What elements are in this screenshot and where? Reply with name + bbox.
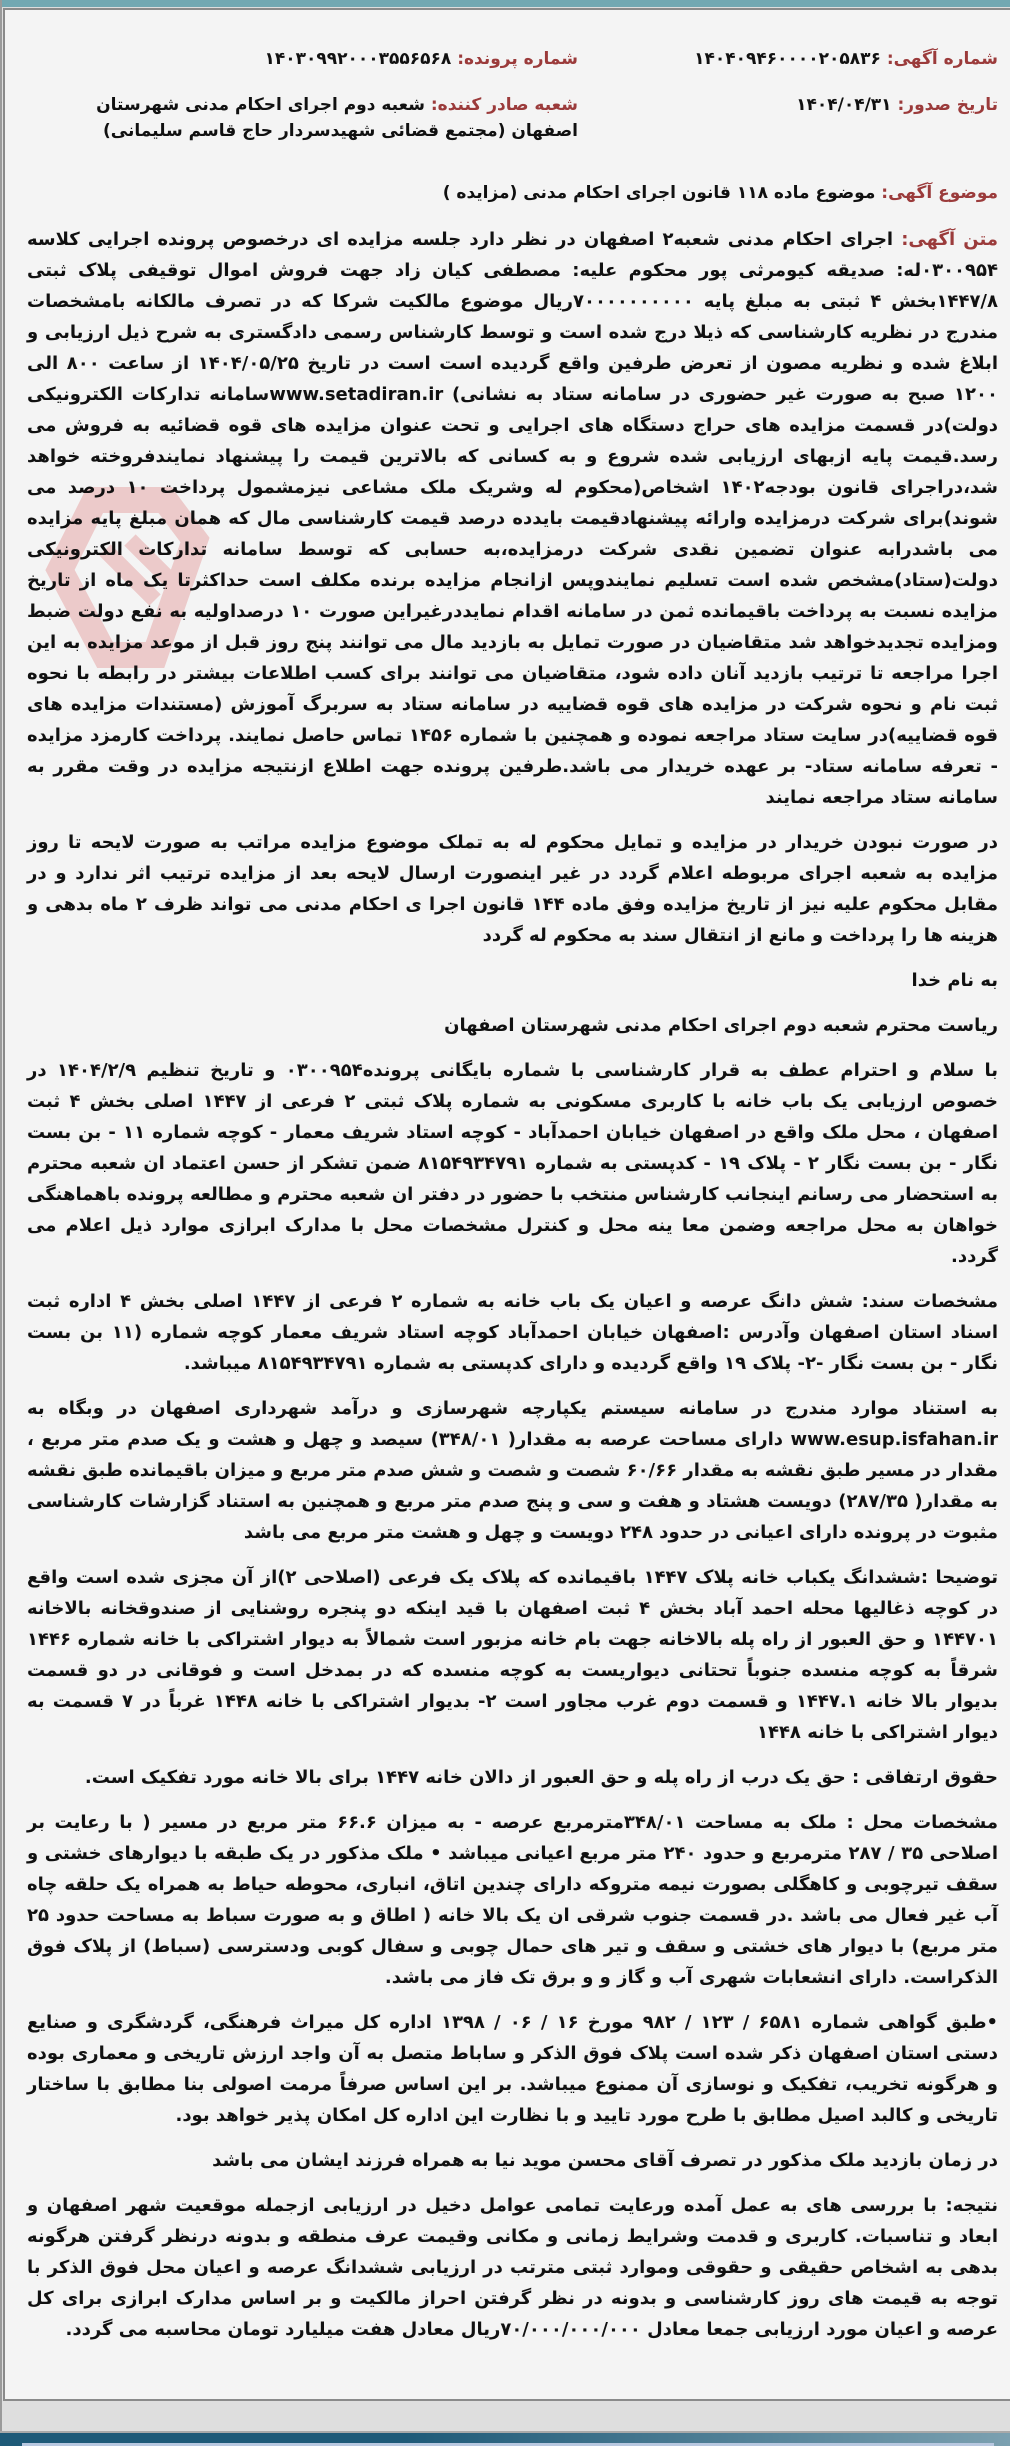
no-buyer-paragraph: در صورت نبودن خریدار در مزایده و تمایل محکوم له به تملک موضوع مزایده مراتب به صورت لایحه تا روز مزایده به شعبه اجرای مربوطه اعلام گردد در غیر اینصورت ارسال لایحه بعد از مزایده ترتیب اثر ندارد و در مقابل محکوم علیه نیز از تاریخ مزایده وفق ماده ۱۴۴ قانون اجرا ی احکام مدنی می تواند ظرف ۲ ماه بدهی و هزینه ها را پرداخت و مانع از انتقال سند به محکوم له گردد (27, 832, 998, 946)
window-bottom-bar (0, 2431, 1010, 2446)
ad-body-text: اجرای احکام مدنی شعبه۲ اصفهان در نظر دارد جلسه مزایده ای درخصوص پرونده اجرایی کلاسه ۰۳۰۰۹۵۴له: صدیقه کیومرثی پور محکوم علیه: مصطفی کیان زاد جهت فروش اموال توقیفی پلاک ثبتی ۱۴۴۷/۸بخش ۴ ثبتی به مبلغ پایه ۷۰۰۰۰۰۰۰۰۰۰ریال موضوع مالکیت شرکا که در تصرف مالکانه بامشخصات مندرج در نظریه کارشناسی که ذیلا درج شده است و توسط کارشناس رسمی دادگستری به شرح ذیل ارزیابی و ابلاغ شده و نظریه مصون از تعرض طرفین واقع گردیده است است در تاریخ ۱۴۰۴/۰۵/۲۵ از ساعت ۸۰۰ الی ۱۲۰۰ صبح به صورت غیر حضوری در سامانه ستاد به نشانی) www.setadiran.irسامانه تدارکات الکترونیکی دولت)در قسمت مزایده های حراج دستگاه های اجرایی و تحت عنوان مزایده های قوه قضائیه به فروش می رسد.قیمت پایه ازبهای ارزیابی شده شروع و به کسانی که بالاترین قیمت را پیشنهاد نمایندفروخته خواهد شد،دراجرای قانون بودجه۱۴۰۲ اشخاص(محکوم له وشریک ملک مشاعی نیزمشمول پرداخت ۱۰ درصد می شوند)برای شرکت درمزایده وارائه پیشنهادقیمت بایدده درصد قیمت کارشناسی مال که همان مبلغ پایه مزایده می باشدرابه عنوان تضمین نقدی شرکت درمزایده،به حسابی که توسط سامانه تدارکات الکترونیکی دولت(ستاد)مشخص شده است تسلیم نمایندوپس ازانجام مزایده برنده مکلف است حداکثرتا یک ماه از تاریخ مزایده نسبت به پرداخت باقیمانده ثمن در سامانه اقدام نمایددرغیراین صورت ۱۰ درصداولیه به نفع دولت ضبط ومزایده تجدیدخواهد شد متقاضیان در صورت تمایل به بازدید مال می توانند پنج روز قبل از موعد مزایده به این اجرا مراجعه تا ترتیب بازدید آنان داده شود، متقاضیان می توانند برای کسب اطلاعات بیشتر در رابطه با نحوه ثبت نام و نحوه شرکت در مزایده های قوه قضاییه در سامانه ستاد به سربرگ آموزش (مستندات مزایده های قوه قضاییه)در سایت ستاد مراجعه نموده و همچنین با شماره ۱۴۵۶ تماس حاصل نمایند. پرداخت کارمزد مزایده - تعرفه سامانه ستاد- بر عهده خریدار می باشد.طرفین پرونده جهت اطلاع ازنتیجه مزایده در وقت مقرر به سامانه ستاد مراجعه نمایند (27, 229, 999, 808)
window-frame-left (0, 0, 2, 2446)
ad-body-main (27, 224, 998, 813)
addressee-heading: ریاست محترم شعبه دوم اجرای احکام مدنی شهرستان اصفهان (444, 1015, 998, 1036)
issuing-branch-row (38, 92, 578, 144)
ad-body-label: متن آگهی: (901, 229, 998, 250)
issue-date-label: تاریخ صدور: (897, 95, 998, 115)
valuation-result-paragraph: نتیجه: با بررسی های به عمل آمده ورعایت تمامی عوامل دخیل در ارزیابی ازجمله موقعیت شهر اصفهان و ابعاد و تناسبات. کاربری و قدمت وشرایط زمانی و مکانی وقیمت عرف منطقه و بدونه درنظر گرفتن هرگونه بدهی به اشخاص حقیقی و حقوقی وموارد ثبتی مترتب در ارزیابی ششدانگ عرصه و اعیان محل فوق الذکر با توجه به قیمت های روز کارشناسی و بدونه در نظر گرفتن احراز مالکیت و بر اساس مدارک ابرازی برای کل عرصه و اعیان مورد ارزیابی جمعا معادل ۷۰/۰۰۰/۰۰۰/۰۰۰ریال معادل هفت میلیارد تومان محاسبه می گردد. (27, 2195, 998, 2340)
issue-date-value: ۱۴۰۴/۰۴/۳۱ (796, 95, 892, 115)
file-number-row (38, 46, 578, 72)
visit-note-paragraph: در زمان بازدید ملک مذکور در تصرف آقای محسن موید نیا به همراه فرزند ایشان می باشد (212, 2150, 998, 2171)
window-top-bar (0, 0, 1010, 7)
issue-date-row (578, 92, 998, 144)
heritage-certificate-paragraph: •طبق گواهی شماره ۶۵۸۱ / ۱۲۳ / ۹۸۲ مورخ ۱۶ / ۰۶ / ۱۳۹۸ اداره کل میراث فرهنگی، گردشگری و صنایع دستی استان اصفهان ذکر شده است پلاک فوق الذکر و ساباط متصل به آن واجد ارزش تاریخی و معماری بوده و هرگونه تخریب، تفکیک و نوسازی آن ممنوع میباشد. بر این اساس صرفاً مرمت اصولی بنا مطابق با ساختار تاریخی و کالبد اصیل مطابق با طرح مورد تایید و با نظارت این اداره کل امکان پذیر خواهد بود. (27, 2012, 999, 2126)
issuing-branch-value: شعبه دوم اجرای احکام مدنی شهرستان اصفهان (مجتمع قضائی شهیدسردار حاج قاسم سلیمانی) (96, 95, 578, 141)
file-number-value: ۱۴۰۳۰۹۹۲۰۰۰۳۵۵۶۵۶۸ (264, 49, 452, 69)
ad-number-value: ۱۴۰۴۰۹۴۶۰۰۰۰۲۰۵۸۳۶ (694, 49, 881, 69)
municipality-records-paragraph: به استناد موارد مندرج در سامانه سیستم یکپارچه شهرسازی و درآمد شهرداری اصفهان در وبگاه به www.esup.isfahan.ir دارای مساحت عرصه به مقدار( ۳۴۸/۰۱) سیصد و چهل و هشت و یک صدم متر مربع ، مقدار در مسیر طبق نقشه به مقدار ۶۰/۶۶ شصت و شصت و شش صدم متر مربع و میزان باقیمانده طبق نقشه به مقدار( ۲۸۷/۳۵) دویست هشتاد و هفت و سی و پنج صدم متر مربع و همچنین به استناد گزارشات کارشناسی مثبوت در پرونده دارای اعیانی در حدود ۲۴۸ دویست و چهل و هشت متر مربع می باشد (27, 1398, 999, 1543)
ad-content (5, 10, 1010, 2399)
deed-specs-paragraph: مشخصات سند: شش دانگ عرصه و اعیان یک باب خانه به شماره ۲ فرعی از ۱۴۴۷ اصلی بخش ۴ اداره ثبت اسناد استان اصفهان وآدرس :اصفهان خیابان احمدآباد کوچه استاد شریف معمار کوچه شماره (۱۱ بن بست نگار - بن بست نگار -۲- پلاک ۱۹ واقع گردیده و دارای کدپستی به شماره ۸۱۵۴۹۳۴۷۹۱ میباشد. (27, 1291, 999, 1374)
ad-metadata (27, 46, 998, 164)
basmala-heading: به نام خدا (911, 970, 998, 991)
easement-rights-paragraph: حقوق ارتفاقی : حق یک درب از راه پله و حق العبور از دالان خانه ۱۴۴۷ برای بالا خانه مورد تفکیک است. (84, 1767, 998, 1788)
ad-subject-text: موضوع ماده ۱۱۸ قانون اجرای احکام مدنی (مزایده ) (442, 183, 876, 203)
ad-subject-label: موضوع آگهی: (881, 183, 998, 203)
file-number-label: شماره پرونده: (457, 49, 578, 69)
ad-detail-panel (3, 8, 1010, 2401)
ad-subject (27, 180, 998, 206)
ad-number-row (578, 46, 998, 72)
site-specs-paragraph: مشخصات محل : ملک به مساحت ۳۴۸/۰۱مترمربع عرصه - به میزان ۶۶.۶ متر مربع در مسیر ( با رعایت بر اصلاحی ۳۵ / ۲۸۷ مترمربع و حدود ۲۴۰ متر مربع اعیانی میباشد • ملک مذکور در یک طبقه با دیوارهای خشتی و سقف تیرچوبی و کاهگلی بصورت نیمه متروکه دارای چندین اتاق، انباری، محوطه حیاط به همراه یک حلقه چاه آب غیر فعال می باشد .در قسمت جنوب شرقی ان یک بالا خانه ( اطاق و به صورت سباط به مساحت حدود ۲۵ متر مربع) با دیوار های خشتی و سقف و تیر های حمال چوبی و سفال کوبی ودسترسی (سباط) از پلاک فوق الذکراست. دارای انشعابات شهری آب و گاز و و برق تک فاز می باشد. (27, 1812, 999, 1988)
issuing-branch-label: شعبه صادر کننده: (430, 95, 578, 115)
ad-number-label: شماره آگهی: (886, 49, 998, 69)
expert-intro-paragraph: با سلام و احترام عطف به قرار کارشناسی با شماره بایگانی پرونده۰۳۰۰۹۵۴ و تاریخ تنظیم ۱۴۰۴/۲/۹ در خصوص ارزیابی یک باب خانه با کاربری مسکونی به شماره پلاک ثبتی ۲ فرعی از ۱۴۴۷ اصلی بخش ۴ ثبت اصفهان ، محل ملک واقع در اصفهان خیابان احمدآباد - کوچه استاد شریف معمار - کوچه شماره ۱۱ - بن بست نگار - بن بست نگار ۲ - پلاک ۱۹ - کدپستی به شماره ۸۱۵۴۹۳۴۷۹۱ ضمن تشکر از حسن اعتماد ان شعبه محترم به استحضار می رسانم اینجانب کارشناس منتخب با حضور در دفتر ان شعبه محترم و مطالعه پرونده باهماهنگی خواهان به محل مراجعه وضمن معا ینه محل و کنترل مشخصات محل با مدارک ابرازی موارد ذیل اعلام می گردد. (27, 1060, 998, 1267)
property-description-paragraph: توضیحا :ششدانگ یکباب خانه پلاک ۱۴۴۷ باقیمانده که پلاک یک فرعی (اصلاحی ۲)از آن مجزی شده است واقع در کوچه ذغالیها محله احمد آباد بخش ۴ ثبت اصفهان با قید اینکه دو پنجره روشنایی از صندوقخانه بالاخانه ۱۴۴۷۰۱ و حق العبور از راه پله بالاخانه جهت بام خانه مزبور است شمالاً به دیوار اشتراکی با خانه شماره ۱۴۴۶ شرقاً به کوچه منسده جنوباً تحتانی دیواریست به کوچه منسده که در بمدخل است و فوقانی در دو قسمت بدیوار بالا خانه ۱۴۴۷.۱ و قسمت دوم غرب مجاور است ۲- بدیوار اشتراکی با خانه ۱۴۴۸ غرباً در ۷ قسمت به دیوار اشتراکی با خانه ۱۴۴۸ (27, 1567, 999, 1743)
